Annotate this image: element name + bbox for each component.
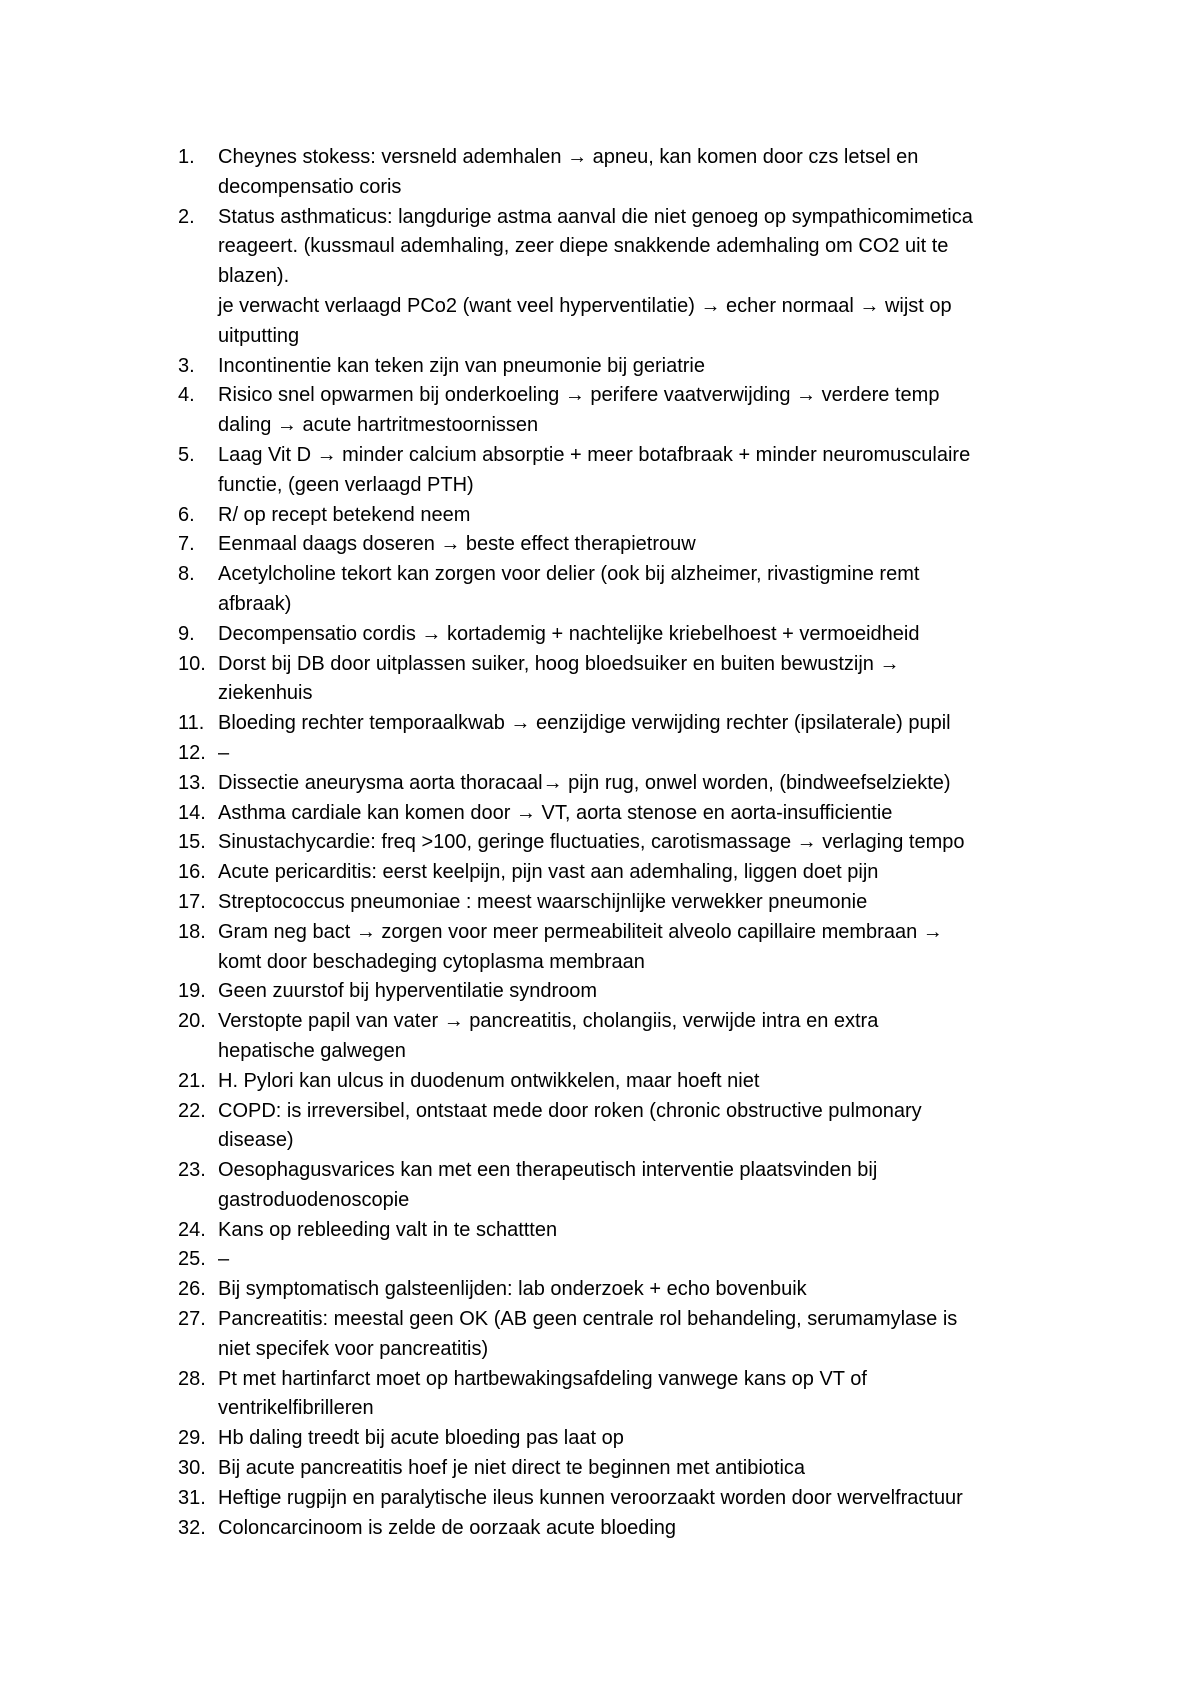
list-item-number: 30. — [178, 1457, 206, 1480]
list-item-text: Status asthmaticus: langdurige astma aanval die niet genoeg op sympathicomimetica reageert. (kussmaul ademhaling, zeer diepe snakkende ademhaling om CO2 uit te blazen). je verwacht verlaagd PCo2 (want veel hyperventilatie) → echer normaal → wijst op uitputting — [218, 205, 973, 347]
list-item — [178, 1305, 1083, 1365]
list-item-number: 7. — [178, 533, 195, 556]
list-item-text: Coloncarcinoom is zelde de oorzaak acute bloeding — [218, 1516, 677, 1539]
list-item — [178, 560, 1083, 620]
list-item-number: 3. — [178, 354, 195, 377]
list-item — [178, 918, 1083, 978]
list-item — [178, 828, 1083, 858]
list-item-text: Bij symptomatisch galsteenlijden: lab onderzoek + echo bovenbuik — [218, 1278, 807, 1301]
list-item — [178, 1007, 1083, 1067]
list-item-number: 32. — [178, 1516, 206, 1539]
list-item — [178, 977, 1083, 1007]
list-item-number: 9. — [178, 622, 195, 645]
list-item-number: 11. — [178, 712, 205, 735]
list-item — [178, 441, 1083, 501]
list-item — [178, 799, 1083, 829]
list-item — [178, 858, 1083, 888]
list-item — [178, 143, 1083, 203]
list-item-text: Pancreatitis: meestal geen OK (AB geen centrale rol behandeling, serumamylase is niet specifek voor pancreatitis) — [218, 1308, 958, 1360]
list-item-text: Oesophagusvarices kan met een therapeutisch interventie plaatsvinden bij gastroduodenoscopie — [218, 1159, 878, 1211]
list-item-number: 22. — [178, 1099, 206, 1122]
list-item-text: – — [218, 741, 230, 764]
list-item-number: 5. — [178, 443, 195, 466]
list-item-text: Geen zuurstof bij hyperventilatie syndroom — [218, 980, 598, 1003]
list-item-text: Heftige rugpijn en paralytische ileus kunnen veroorzaakt worden door wervelfractuur — [218, 1486, 963, 1509]
list-item-number: 10. — [178, 652, 206, 675]
list-item — [178, 381, 1083, 441]
list-item — [178, 1245, 1083, 1275]
list-item-text: Hb daling treedt bij acute bloeding pas laat op — [218, 1427, 624, 1450]
list-item-number: 15. — [178, 831, 206, 854]
list-item-text: Cheynes stokess: versneld ademhalen → apneu, kan komen door czs letsel en decompensatio coris — [218, 146, 919, 198]
list-item — [178, 620, 1083, 650]
list-item-number: 1. — [178, 146, 195, 168]
list-item-text: H. Pylori kan ulcus in duodenum ontwikkelen, maar hoeft niet — [218, 1069, 760, 1092]
list-item-number: 24. — [178, 1218, 206, 1241]
list-item-text: Acetylcholine tekort kan zorgen voor delier (ook bij alzheimer, rivastigmine remt afbraak) — [218, 563, 920, 615]
list-item-text: COPD: is irreversibel, ontstaat mede door roken (chronic obstructive pulmonary disease) — [218, 1099, 922, 1152]
list-item — [178, 530, 1083, 560]
list-item-number: 19. — [178, 980, 206, 1003]
list-item-number: 16. — [178, 861, 206, 884]
list-item-text: Dorst bij DB door uitplassen suiker, hoog bloedsuiker en buiten bewustzijn → ziekenhuis — [218, 652, 900, 705]
list-item — [178, 1275, 1083, 1305]
list-item-number: 26. — [178, 1278, 206, 1301]
list-item-number: 4. — [178, 384, 195, 407]
list-item — [178, 1216, 1083, 1246]
list-item-number: 28. — [178, 1367, 206, 1390]
list-item-number: 17. — [178, 890, 206, 913]
list-item-number: 25. — [178, 1248, 206, 1271]
list-item-text: Sinustachycardie: freq >100, geringe fluctuaties, carotismassage → verlaging tempo — [218, 831, 965, 854]
numbered-notes-list — [178, 143, 1083, 1543]
list-item-number: 23. — [178, 1159, 206, 1182]
list-item-number: 2. — [178, 205, 195, 228]
list-item — [178, 739, 1083, 769]
list-item-number: 8. — [178, 563, 195, 586]
list-item — [178, 203, 1083, 352]
list-item-text: Streptococcus pneumoniae : meest waarschijnlijke verwekker pneumonie — [218, 890, 868, 913]
list-item-text: Risico snel opwarmen bij onderkoeling → perifere vaatverwijding → verdere temp daling → acute hartritmestoornissen — [218, 384, 940, 437]
list-item — [178, 1156, 1083, 1216]
list-item — [178, 769, 1083, 799]
list-item-text: Dissectie aneurysma aorta thoracaal→ pijn rug, onwel worden, (bindweefselziekte) — [218, 771, 951, 794]
list-item — [178, 888, 1083, 918]
list-item-text: Gram neg bact → zorgen voor meer permeabiliteit alveolo capillaire membraan → komt door beschadeging cytoplasma membraan — [218, 920, 943, 973]
list-item — [178, 1097, 1083, 1157]
list-item-text: – — [218, 1248, 230, 1271]
list-item — [178, 1514, 1083, 1544]
list-item-text: Eenmaal daags doseren → beste effect therapietrouw — [218, 533, 696, 556]
list-item-number: 21. — [178, 1069, 206, 1092]
list-item-number: 6. — [178, 503, 195, 526]
list-item-text: Acute pericarditis: eerst keelpijn, pijn vast aan ademhaling, liggen doet pijn — [218, 861, 879, 884]
list-item — [178, 1424, 1083, 1454]
list-item-text: Bloeding rechter temporaalkwab → eenzijdige verwijding rechter (ipsilaterale) pupil — [218, 712, 951, 735]
list-item-number: 12. — [178, 741, 206, 764]
list-item — [178, 709, 1083, 739]
list-item — [178, 501, 1083, 531]
list-item-text: Incontinentie kan teken zijn van pneumonie bij geriatrie — [218, 354, 705, 377]
list-item — [178, 1484, 1083, 1514]
list-item — [178, 1067, 1083, 1097]
list-item-text: Laag Vit D → minder calcium absorptie + meer botafbraak + minder neuromusculaire functie, (geen verlaagd PTH) — [218, 443, 971, 496]
list-item-number: 13. — [178, 771, 206, 794]
list-item-number: 27. — [178, 1308, 206, 1331]
list-item-number: 18. — [178, 920, 206, 943]
list-item-text: Pt met hartinfarct moet op hartbewakingsafdeling vanwege kans op VT of ventrikelfibrilleren — [218, 1367, 867, 1420]
list-item-number: 31. — [178, 1486, 206, 1509]
list-item-text: Decompensatio cordis → kortademig + nachtelijke kriebelhoest + vermoeidheid — [218, 622, 920, 645]
list-item — [178, 1454, 1083, 1484]
list-item-text: Kans op rebleeding valt in te schattten — [218, 1218, 558, 1241]
list-item — [178, 1365, 1083, 1425]
list-item — [178, 352, 1083, 382]
list-item-text: R/ op recept betekend neem — [218, 503, 471, 526]
list-item — [178, 650, 1083, 710]
list-item-text: Verstopte papil van vater → pancreatitis, cholangiis, verwijde intra en extra hepatische galwegen — [218, 1010, 879, 1062]
list-item-number: 14. — [178, 801, 206, 824]
list-item-number: 20. — [178, 1010, 206, 1033]
list-item-number: 29. — [178, 1427, 206, 1450]
list-item-text: Asthma cardiale kan komen door → VT, aorta stenose en aorta-insufficientie — [218, 801, 893, 824]
list-item-text: Bij acute pancreatitis hoef je niet direct te beginnen met antibiotica — [218, 1457, 806, 1480]
